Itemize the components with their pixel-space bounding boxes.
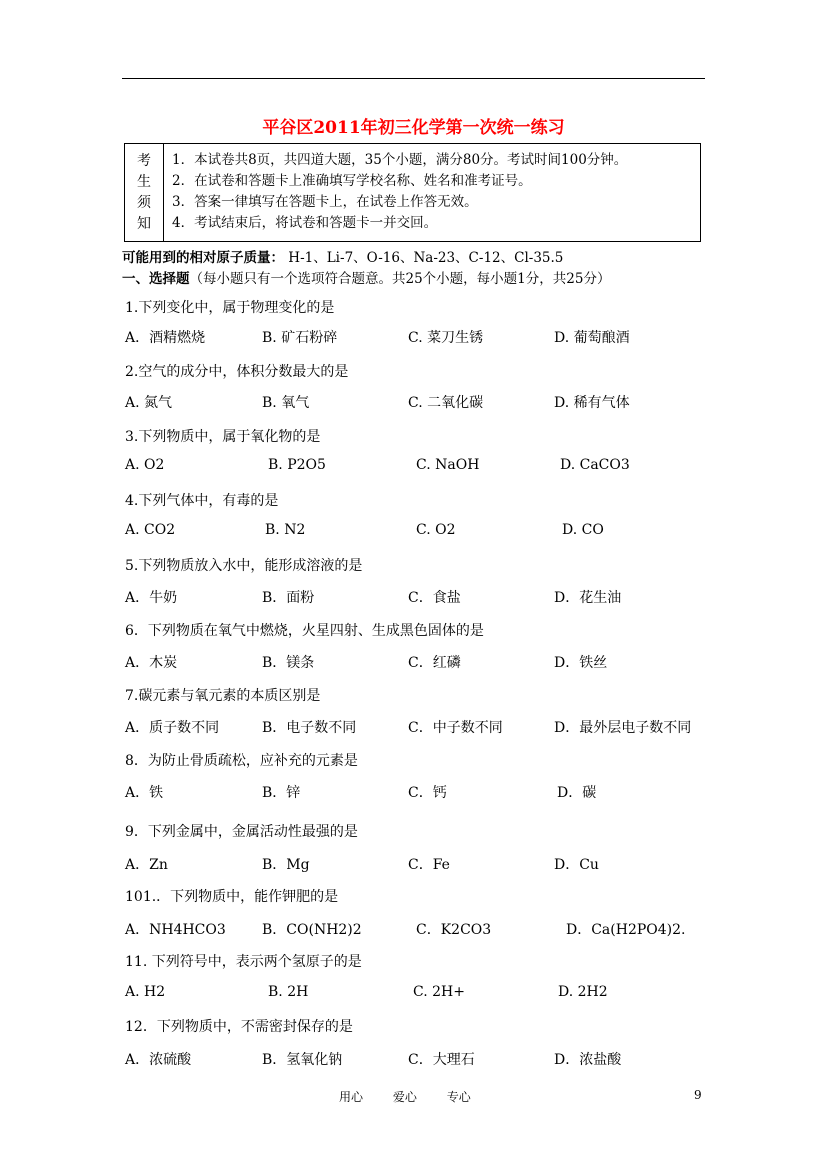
question-stem: 9．下列金属中，金属活动性最强的是 xyxy=(125,824,358,840)
question-stem: 8．为防止骨质疏松，应补充的元素是 xyxy=(125,753,358,769)
notice-items xyxy=(164,144,627,241)
footer-word: 爱心 xyxy=(392,1090,417,1104)
answer-option: D．铁丝 xyxy=(554,655,608,671)
question-stem: 6．下列物质在氧气中燃烧，火星四射、生成黑色固体的是 xyxy=(125,623,484,639)
footer-motto xyxy=(339,1088,497,1105)
notice-label xyxy=(125,144,164,241)
answer-option: B. 氧气 xyxy=(262,395,310,411)
answer-option: D. 稀有气体 xyxy=(554,395,630,411)
notice-item: 3．答案一律填写在答题卡上，在试卷上作答无效。 xyxy=(172,194,478,210)
notice-item: 2．在试卷和答题卡上准确填写学校名称、姓名和准考证号。 xyxy=(172,173,532,189)
question-stem: 7.碳元素与氧元素的本质区别是 xyxy=(125,688,321,704)
question-stem: 1.下列变化中，属于物理变化的是 xyxy=(125,300,335,316)
answer-option: B．面粉 xyxy=(262,590,315,606)
question-stem: 101.．下列物质中，能作钾肥的是 xyxy=(125,889,339,905)
page-number: 9 xyxy=(694,1088,702,1102)
answer-option: A. H2 xyxy=(125,984,166,1000)
atomic-mass-values: H-1、Li-7、O-16、Na-23、C-12、Cl-35.5 xyxy=(288,250,564,266)
section-heading xyxy=(122,267,610,287)
answer-option: B. 矿石粉碎 xyxy=(262,330,338,346)
answer-option: A．浓硫酸 xyxy=(125,1052,192,1068)
section-title: 一、选择题 xyxy=(122,271,190,287)
footer-word: 用心 xyxy=(339,1090,364,1104)
answer-option: B．镁条 xyxy=(262,655,315,671)
question-stem: 4.下列气体中，有毒的是 xyxy=(125,493,279,509)
answer-option: C．食盐 xyxy=(408,590,461,606)
answer-option: C．钙 xyxy=(408,785,447,801)
answer-option: A．Zn xyxy=(125,857,168,873)
answer-option: D．花生油 xyxy=(554,590,622,606)
answer-option: D．Cu xyxy=(554,857,599,873)
section-note: （每小题只有一个选项符合题意。共25个小题，每小题1分，共25分） xyxy=(189,271,611,287)
notice-label-char: 须 xyxy=(137,194,151,211)
answer-option: B．Mg xyxy=(262,857,310,873)
answer-option: D．Ca(H2PO4)2. xyxy=(566,922,686,938)
answer-option: B．锌 xyxy=(262,785,301,801)
question-stem: 3.下列物质中，属于氧化物的是 xyxy=(125,429,321,445)
atomic-mass-line xyxy=(122,246,563,266)
answer-option: C. NaOH xyxy=(416,457,480,473)
answer-option: C．红磷 xyxy=(408,655,461,671)
answer-option: D．浓盐酸 xyxy=(554,1052,622,1068)
answer-option: D．最外层电子数不同 xyxy=(554,720,692,736)
question-stem: 11. 下列符号中，表示两个氢原子的是 xyxy=(125,954,362,970)
answer-option: D. CaCO3 xyxy=(560,457,630,473)
answer-option: A．酒精燃烧 xyxy=(125,330,206,346)
answer-option: D. 葡萄酿酒 xyxy=(554,330,630,346)
notice-item: 4．考试结束后，将试卷和答题卡一并交回。 xyxy=(172,215,438,231)
header-rule xyxy=(122,78,705,79)
answer-option: A. O2 xyxy=(125,457,165,473)
notice-label-char: 知 xyxy=(137,215,151,232)
answer-option: B. 2H xyxy=(268,984,309,1000)
answer-option: C．Fe xyxy=(408,857,450,873)
answer-option: C. 2H+ xyxy=(413,984,465,1000)
answer-option: D. 2H2 xyxy=(558,984,608,1000)
answer-option: B. N2 xyxy=(265,522,306,538)
question-stem: 12．下列物质中，不需密封保存的是 xyxy=(125,1019,353,1035)
atomic-mass-label: 可能用到的相对原子质量： xyxy=(122,250,284,266)
answer-option: A．NH4HCO3 xyxy=(125,922,226,938)
answer-option: C．大理石 xyxy=(408,1052,475,1068)
answer-option: C．K2CO3 xyxy=(416,922,492,938)
answer-option: A．牛奶 xyxy=(125,590,178,606)
question-stem: 5.下列物质放入水中，能形成溶液的是 xyxy=(125,558,363,574)
answer-option: A．木炭 xyxy=(125,655,178,671)
notice-label-char: 生 xyxy=(137,173,151,190)
candidate-notice-box xyxy=(124,143,701,242)
answer-option: B．电子数不同 xyxy=(262,720,357,736)
answer-option: C. O2 xyxy=(416,522,456,538)
answer-option: C．中子数不同 xyxy=(408,720,503,736)
answer-option: A. 氮气 xyxy=(125,395,173,411)
notice-item: 1．本试卷共8页，共四道大题，35个小题，满分80分。考试时间100分钟。 xyxy=(172,152,628,168)
answer-option: B．CO(NH2)2 xyxy=(262,922,362,938)
page-title: 平谷区2011年初三化学第一次统一练习 xyxy=(262,118,565,138)
notice-label-char: 考 xyxy=(137,152,151,169)
answer-option: A．质子数不同 xyxy=(125,720,220,736)
answer-option: D．碳 xyxy=(557,785,597,801)
footer-word: 专心 xyxy=(446,1090,471,1104)
answer-option: A. CO2 xyxy=(125,522,176,538)
answer-option: D. CO xyxy=(562,522,604,538)
question-stem: 2.空气的成分中，体积分数最大的是 xyxy=(125,364,349,380)
answer-option: C. 菜刀生锈 xyxy=(408,330,484,346)
answer-option: A．铁 xyxy=(125,785,164,801)
answer-option: B．氢氧化钠 xyxy=(262,1052,343,1068)
answer-option: C. 二氧化碳 xyxy=(408,395,484,411)
answer-option: B. P2O5 xyxy=(268,457,326,473)
